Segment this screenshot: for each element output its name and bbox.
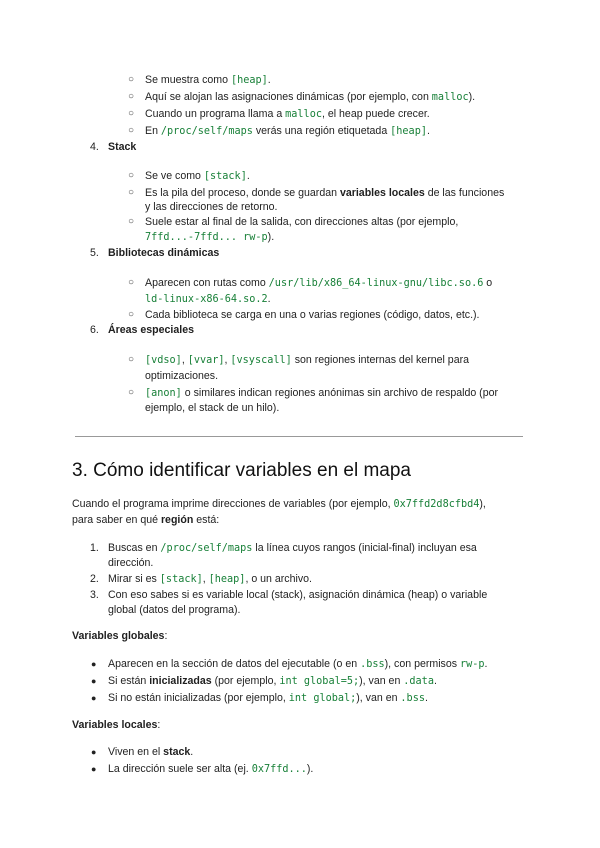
bullet: ● [91, 764, 97, 774]
locals-item-1: Viven en el stack. [108, 746, 194, 758]
intro-line-1: Cuando el programa imprime direcciones de variables (por ejemplo, 0x7ffd2d8cfbd4), [72, 498, 486, 510]
step-1-cont: dirección. [108, 557, 154, 569]
section-heading: 3. Cómo identificar variables en el mapa [72, 460, 412, 481]
heap-item-1: Se muestra como [heap]. [145, 74, 271, 86]
list-number: 2. [90, 573, 99, 585]
heap-item-3: Cuando un programa llama a malloc, el heap puede crecer. [145, 108, 430, 120]
stack-item-2-cont: y las direcciones de retorno. [145, 201, 278, 213]
special-item-2: [anon] o similares indican regiones anónimas sin archivo de respaldo (por [145, 387, 499, 399]
globals-item-1: Aparecen en la sección de datos del ejecutable (o en .bss), con permisos rw-p. [108, 658, 488, 670]
sub-bullet: ○ [128, 91, 135, 102]
stack-item-3: Suele estar al final de la salida, con direcciones altas (por ejemplo, [145, 216, 459, 228]
locals-item-2: La dirección suele ser alta (ej. 0x7ffd...). [108, 763, 314, 775]
stack-item-1: Se ve como [stack]. [145, 170, 250, 182]
sub-bullet: ○ [128, 309, 135, 320]
locals-heading: Variables locales: [72, 719, 161, 731]
heap-item-2: Aquí se alojan las asignaciones dinámicas (por ejemplo, con malloc). [145, 91, 476, 103]
list-number: 6. [90, 324, 99, 336]
sub-bullet: ○ [128, 125, 135, 136]
special-item-1-cont: optimizaciones. [145, 370, 219, 382]
special-item-2-cont: ejemplo, el stack de un hilo). [145, 402, 280, 414]
step-3-cont: global (datos del programa). [108, 604, 241, 616]
list-number: 3. [90, 589, 99, 601]
sub-bullet: ○ [128, 170, 135, 181]
list-number: 5. [90, 247, 99, 259]
special-item-1: [vdso], [vvar], [vsyscall] son regiones internas del kernel para [145, 354, 470, 366]
step-1: Buscas en /proc/self/maps la línea cuyos rangos (inicial-final) incluyan esa [108, 542, 477, 554]
sub-bullet: ○ [128, 216, 135, 227]
list-number: 4. [90, 141, 99, 153]
sub-bullet: ○ [128, 108, 135, 119]
globals-item-2: Si están inicializadas (por ejemplo, int global=5;), van en .data. [108, 675, 437, 687]
heap-item-4: En /proc/self/maps verás una región etiquetada [heap]. [145, 125, 430, 137]
sub-bullet: ○ [128, 354, 135, 365]
stack-item-2: Es la pila del proceso, donde se guardan variables locales de las funciones [145, 187, 505, 199]
special-title: Áreas especiales [108, 324, 194, 336]
globals-heading: Variables globales: [72, 630, 168, 642]
sub-bullet: ○ [128, 277, 135, 288]
libs-item-1: Aparecen con rutas como /usr/lib/x86_64-linux-gnu/libc.so.6 o [145, 277, 493, 289]
bullet: ● [91, 659, 97, 669]
globals-item-3: Si no están inicializadas (por ejemplo, int global;), van en .bss. [108, 692, 428, 704]
stack-item-3-cont: 7ffd...-7ffd... rw-p). [145, 231, 275, 243]
divider [75, 436, 523, 437]
bullet: ● [91, 747, 97, 757]
intro-line-2: para saber en qué región está: [72, 514, 220, 526]
libs-item-2: Cada biblioteca se carga en una o varias regiones (código, datos, etc.). [145, 309, 480, 321]
sub-bullet: ○ [128, 74, 135, 85]
sub-bullet: ○ [128, 187, 135, 198]
libs-item-1-cont: ld-linux-x86-64.so.2. [145, 293, 271, 305]
bullet: ● [91, 693, 97, 703]
list-number: 1. [90, 542, 99, 554]
step-2: Mirar si es [stack], [heap], o un archivo. [108, 573, 312, 585]
bullet: ● [91, 676, 97, 686]
sub-bullet: ○ [128, 387, 135, 398]
libs-title: Bibliotecas dinámicas [108, 247, 220, 259]
step-3: Con eso sabes si es variable local (stack), asignación dinámica (heap) o variable [108, 589, 488, 601]
stack-title: Stack [108, 141, 137, 153]
